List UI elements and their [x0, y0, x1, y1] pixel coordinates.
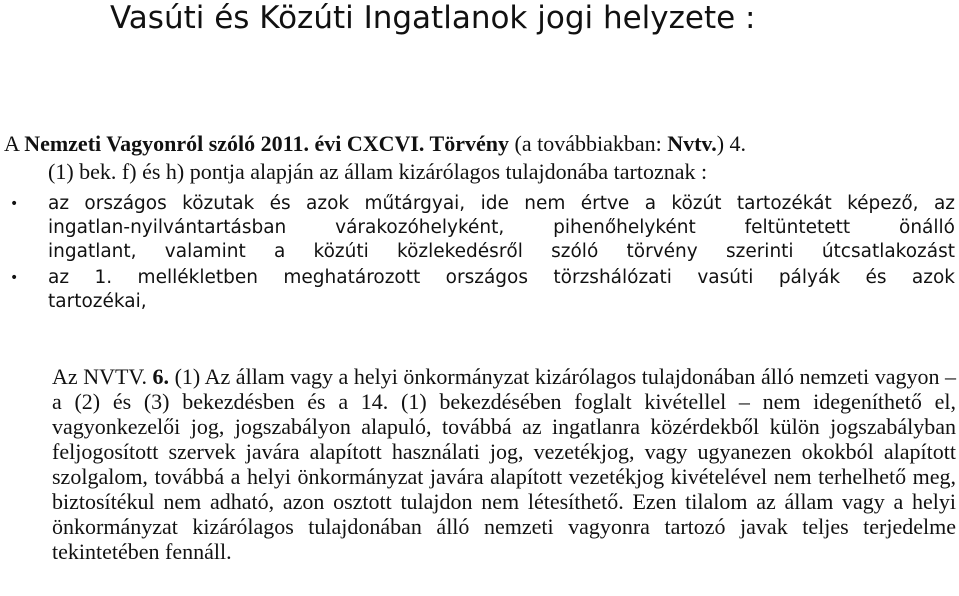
intro-line-2: (1) bek. f) és h) pontja alapján az állam kizárólagos tulajdonába tartoznak : — [48, 159, 708, 184]
intro-letter: A — [4, 131, 19, 156]
paren-open: ( — [514, 131, 522, 156]
law-title: Nemzeti Vagyonról szóló 2011. évi CXCVI. Törvény — [24, 131, 509, 156]
section-lead: Az NVTV. — [52, 364, 147, 389]
page-title: Vasúti és Közúti Ingatlanok jogi helyzete : — [110, 0, 756, 36]
bullet-line: az országos közutak és azok műtárgyai, ide nem értve a közút tartozékát képező, az — [48, 193, 955, 214]
intro-paragraph — [4, 130, 944, 186]
intro-rest: a továbbiakban: — [521, 131, 662, 156]
intro-line-1 — [4, 130, 944, 158]
list-item — [10, 266, 955, 314]
section-6-paragraph — [52, 364, 956, 564]
bullet-list — [10, 192, 955, 316]
list-item — [10, 192, 955, 264]
bullet-line: az 1. mellékletben meghatározott országos törzshálózati vasúti pályák és azok — [48, 267, 955, 288]
intro-end: ) 4. — [716, 131, 747, 156]
section-text: (1) Az állam vagy a helyi önkormányzat kizárólagos tulajdonában álló nemzeti vagyon – a (2) és (3) bekezdésben és a 14. (1) bekezdésében foglalt kivétellel – nem idegeníthető el, vagyonkezelői jog, jogszabályon alapuló, továbbá az ingatlanra közérdekből külön jogszabályban feljogosított szervek javára alapított használati jog, vezetékjog, vagy ugyanezen okokból alapított szolgalom, továbbá a helyi önkormányzat javára alapított vezetékjog kivételével nem terhelhető meg, biztosítékul nem adható, azon osztott tulajdon nem létesíthető. Ezen tilalom az állam vagy a helyi önkormányzat kizárólagos tulajdonában álló nemzeti vagyonra tartozó javak teljes terjedelme tekintetében fennáll. — [52, 364, 957, 564]
bullet-line: ingatlan-nyilvántartásban várakozóhelyként, pihenőhelyként feltüntetett önálló — [48, 217, 955, 238]
section-number: 6. — [152, 364, 170, 389]
bullet-icon: • — [10, 270, 19, 286]
bullet-line: ingatlant, valamint a közúti közlekedésről szóló törvény szerinti útcsatlakozást — [48, 241, 955, 262]
law-abbreviation: Nvtv. — [667, 131, 717, 156]
bullet-line: tartozékai, — [48, 291, 147, 312]
bullet-icon: • — [10, 196, 19, 212]
